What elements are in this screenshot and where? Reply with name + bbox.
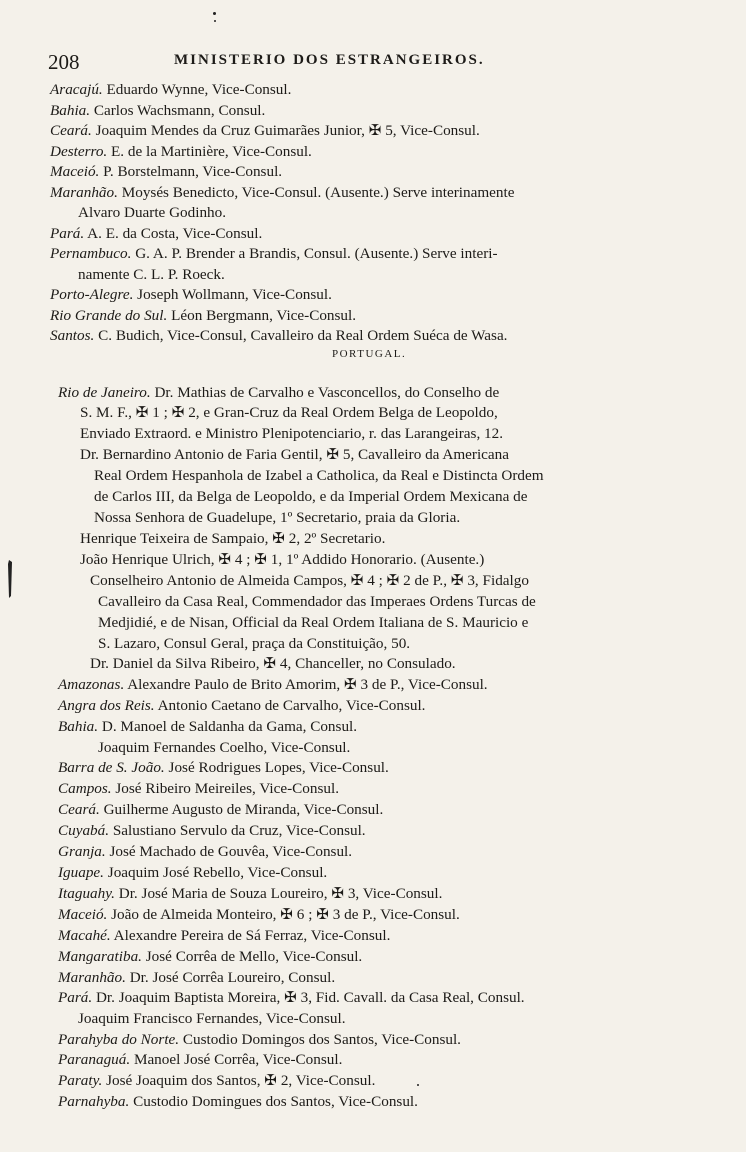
entry-text: Joaquim José Rebello, Vice-Consul.	[103, 864, 328, 881]
entry-text: José Rodrigues Lopes, Vice-Consul.	[164, 759, 389, 776]
entry-line	[80, 550, 484, 570]
entry-text: Manoel José Corrêa, Vice-Consul.	[130, 1051, 343, 1068]
entry-text: João Henrique Ulrich, ✠ 4 ; ✠ 1, 1º Addido Honorario. (Ausente.)	[80, 551, 485, 568]
entry-text: Guilherme Augusto de Miranda, Vice-Consul.	[99, 801, 384, 818]
entry-text: Dr. Joaquim Baptista Moreira, ✠ 3, Fid. Cavall. da Casa Real, Consul.	[92, 989, 525, 1006]
entry-text: Medjidié, e de Nisan, Official da Real Ordem Italiana de S. Mauricio e	[98, 614, 529, 631]
entry-line	[58, 884, 442, 904]
entry-line	[58, 821, 366, 841]
margin-ink-mark	[6, 560, 14, 598]
paper-speck	[213, 12, 216, 15]
entry-line	[58, 800, 383, 820]
place-name: Bahia.	[50, 102, 91, 119]
entry-line	[78, 1009, 346, 1029]
entry-text: Alvaro Duarte Godinho.	[78, 204, 227, 221]
entry-text: S. M. F., ✠ 1 ; ✠ 2, e Gran-Cruz da Real Ordem Belga de Leopoldo,	[80, 404, 498, 421]
place-name: Campos.	[58, 780, 112, 797]
entry-line	[58, 675, 488, 695]
place-name: Maranhão.	[58, 969, 126, 986]
entry-text: A. E. da Costa, Vice-Consul.	[84, 225, 263, 242]
entry-text: Alexandre Pereira de Sá Ferraz, Vice-Consul.	[110, 927, 391, 944]
place-name: Santos.	[50, 327, 95, 344]
entry-line	[50, 306, 356, 326]
entry-line	[58, 988, 525, 1008]
entry-text: Dr. Daniel da Silva Ribeiro, ✠ 4, Chanceller, no Consulado.	[90, 655, 456, 672]
entry-text: José Machado de Gouvêa, Vice-Consul.	[105, 843, 353, 860]
entry-text: Nossa Senhora de Guadelupe, 1º Secretario, praia da Gloria.	[94, 509, 461, 526]
page-number: 208	[48, 50, 80, 74]
entry-line	[50, 183, 514, 203]
place-name: Paranaguá.	[58, 1051, 131, 1068]
place-name: Maceió.	[58, 906, 108, 923]
entry-line	[58, 1071, 375, 1091]
place-name: Maranhão.	[50, 184, 118, 201]
entry-text: Antonio Caetano de Carvalho, Vice-Consul.	[154, 697, 426, 714]
entry-text: Dr. Bernardino Antonio de Faria Gentil, ✠ 5, Cavalleiro da Americana	[80, 446, 510, 463]
entry-text: Joseph Wollmann, Vice-Consul.	[133, 286, 332, 303]
entry-line	[58, 1030, 461, 1050]
entry-text: G. A. P. Brender a Brandis, Consul. (Ausente.) Serve interi-	[131, 245, 498, 262]
entry-line	[98, 613, 528, 633]
entry-line	[50, 224, 262, 244]
place-name: Barra de S. João.	[58, 759, 165, 776]
place-name: Macahé.	[58, 927, 111, 944]
place-name: Mangaratiba.	[58, 948, 142, 965]
place-name: Paraty.	[58, 1072, 103, 1089]
entry-line	[58, 696, 425, 716]
paper-speck	[417, 1084, 419, 1086]
entry-text: Custodio Domingues dos Santos, Vice-Consul.	[129, 1093, 418, 1110]
place-name: Desterro.	[50, 143, 108, 160]
place-name: Bahia.	[58, 718, 99, 735]
entry-text: Joaquim Fernandes Coelho, Vice-Consul.	[98, 739, 351, 756]
place-name: Pernambuco.	[50, 245, 132, 262]
running-title: MINISTERIO DOS ESTRANGEIROS.	[174, 52, 485, 68]
place-name: Rio Grande do Sul.	[50, 307, 168, 324]
entry-line	[80, 403, 498, 423]
place-name: Aracajú.	[50, 81, 103, 98]
entry-text: João de Almeida Monteiro, ✠ 6 ; ✠ 3 de P., Vice-Consul.	[107, 906, 460, 923]
entry-text: C. Budich, Vice-Consul, Cavalleiro da Real Ordem Suéca de Wasa.	[94, 327, 508, 344]
entry-text: Real Ordem Hespanhola de Izabel a Catholica, da Real e Distincta Ordem	[94, 467, 544, 484]
entry-line	[80, 424, 503, 444]
entry-line	[80, 445, 509, 465]
place-name: Iguape.	[58, 864, 104, 881]
entry-text: Moysés Benedicto, Vice-Consul. (Ausente.) Serve interinamente	[117, 184, 515, 201]
entry-line	[50, 285, 332, 305]
entry-line	[90, 571, 529, 591]
place-name: Parahyba do Norte.	[58, 1031, 180, 1048]
entry-text: Conselheiro Antonio de Almeida Campos, ✠ 4 ; ✠ 2 de P., ✠ 3, Fidalgo	[90, 572, 529, 589]
place-name: Parnahyba.	[58, 1093, 130, 1110]
entry-line	[98, 634, 410, 654]
entry-text: E. de la Martinière, Vice-Consul.	[107, 143, 312, 160]
place-name: Rio de Janeiro.	[58, 384, 151, 401]
entry-line	[50, 326, 507, 346]
entry-text: Alexandre Paulo de Brito Amorim, ✠ 3 de P., Vice-Consul.	[124, 676, 488, 693]
entry-line	[94, 487, 528, 507]
place-name: Ceará.	[50, 122, 92, 139]
entry-line	[58, 842, 352, 862]
entry-text: namente C. L. P. Roeck.	[78, 266, 225, 283]
entry-line	[50, 244, 498, 264]
entry-text: D. Manoel de Saldanha da Gama, Consul.	[98, 718, 358, 735]
entry-text: Enviado Extraord. e Ministro Plenipotenciario, r. das Larangeiras, 12.	[80, 425, 504, 442]
entry-text: Salustiano Servulo da Cruz, Vice-Consul.	[109, 822, 366, 839]
place-name: Angra dos Reis.	[58, 697, 155, 714]
entry-line	[78, 203, 226, 223]
entry-line	[80, 529, 385, 549]
place-name: Granja.	[58, 843, 106, 860]
entry-text: Joaquim Mendes da Cruz Guimarães Junior, ✠ 5, Vice-Consul.	[91, 122, 480, 139]
entry-line	[50, 80, 291, 100]
place-name: Amazonas.	[58, 676, 125, 693]
entry-text: Joaquim Francisco Fernandes, Vice-Consul.	[78, 1010, 346, 1027]
entry-line	[50, 121, 480, 141]
entry-line	[58, 383, 499, 403]
entry-line	[50, 142, 312, 162]
entry-text: S. Lazaro, Consul Geral, praça da Constituição, 50.	[98, 635, 411, 652]
entry-line	[94, 466, 544, 486]
entry-text: Custodio Domingos dos Santos, Vice-Consul.	[179, 1031, 461, 1048]
entry-text: Dr. José Corrêa Loureiro, Consul.	[125, 969, 336, 986]
entry-line	[58, 947, 362, 967]
entry-text: José Ribeiro Meireiles, Vice-Consul.	[111, 780, 340, 797]
place-name: Itaguahy.	[58, 885, 115, 902]
entry-line	[58, 1092, 418, 1112]
place-name: Pará.	[58, 989, 93, 1006]
place-name: Maceió.	[50, 163, 100, 180]
place-name: Cuyabá.	[58, 822, 110, 839]
entry-line	[58, 758, 389, 778]
entry-line	[90, 654, 456, 674]
place-name: Pará.	[50, 225, 85, 242]
entry-line	[58, 905, 460, 925]
entry-text: de Carlos III, da Belga de Leopoldo, e da Imperial Ordem Mexicana de	[94, 488, 528, 505]
entry-text: José Joaquim dos Santos, ✠ 2, Vice-Consul.	[102, 1072, 376, 1089]
place-name: Porto-Alegre.	[50, 286, 134, 303]
place-name: Ceará.	[58, 801, 100, 818]
entry-line	[58, 1050, 342, 1070]
entry-line	[58, 717, 357, 737]
entry-text: Carlos Wachsmann, Consul.	[90, 102, 266, 119]
entry-text: P. Borstelmann, Vice-Consul.	[99, 163, 283, 180]
entry-text: Dr. Mathias de Carvalho e Vasconcellos, do Conselho de	[150, 384, 500, 401]
entry-line	[50, 162, 282, 182]
entry-text: Eduardo Wynne, Vice-Consul.	[102, 81, 292, 98]
entry-text: José Corrêa de Mello, Vice-Consul.	[141, 948, 363, 965]
entry-text: Henrique Teixeira de Sampaio, ✠ 2, 2º Secretario.	[80, 530, 386, 547]
entry-line	[50, 101, 265, 121]
entry-line	[98, 592, 536, 612]
entry-line	[98, 738, 350, 758]
entry-text: Léon Bergmann, Vice-Consul.	[167, 307, 357, 324]
entry-line	[58, 926, 390, 946]
entry-line	[94, 508, 460, 528]
entry-line	[58, 779, 339, 799]
page-header	[48, 50, 668, 76]
entry-line	[58, 863, 327, 883]
paper-speck	[214, 20, 216, 22]
entry-line	[58, 968, 335, 988]
entry-text: Dr. José Maria de Souza Loureiro, ✠ 3, Vice-Consul.	[114, 885, 443, 902]
entry-text: Cavalleiro da Casa Real, Commendador das Imperaes Ordens Turcas de	[98, 593, 536, 610]
section-heading-portugal: PORTUGAL.	[332, 348, 407, 360]
entry-line	[78, 265, 225, 285]
